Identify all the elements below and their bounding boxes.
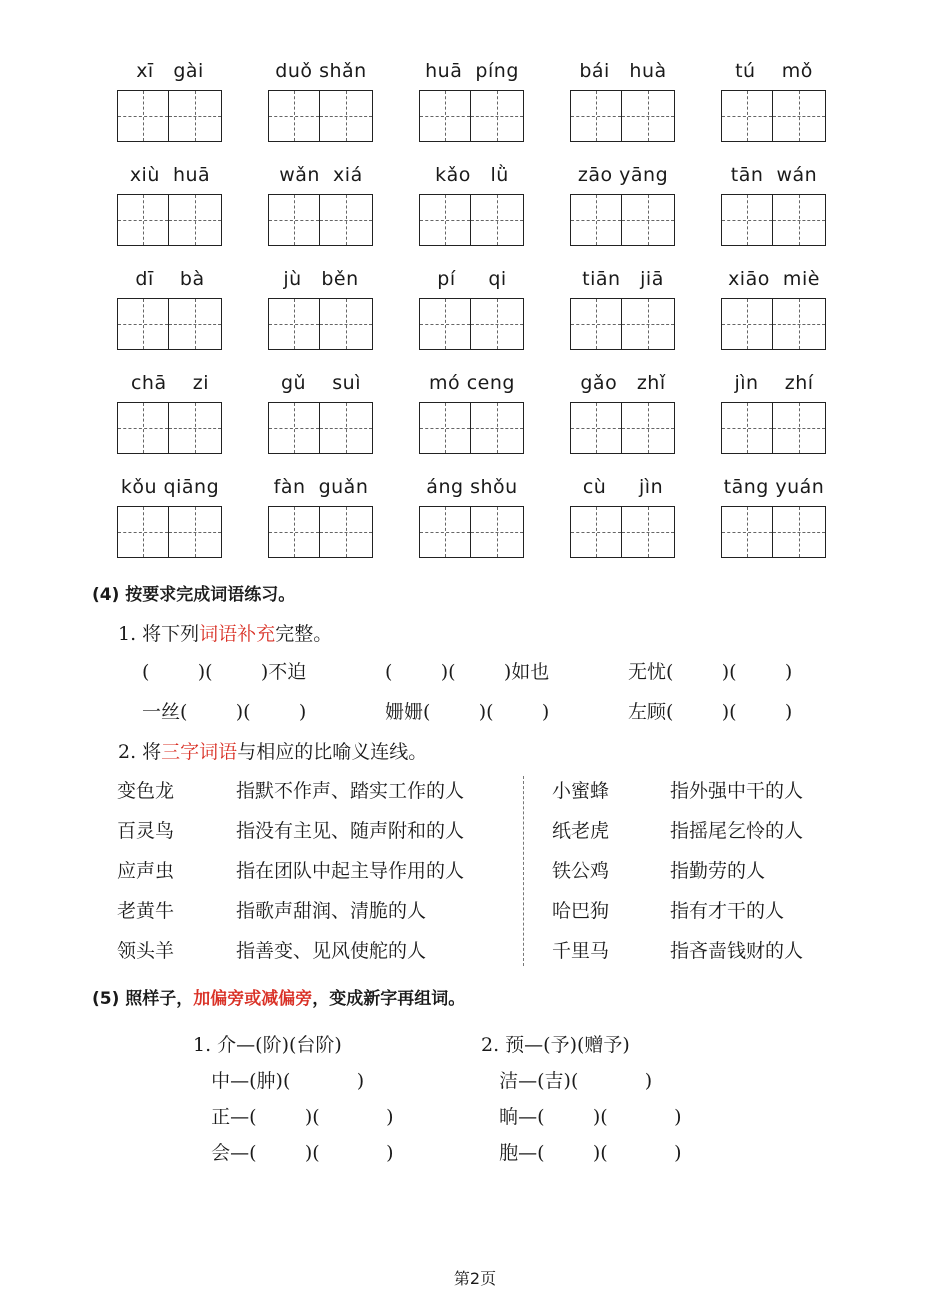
match-word[interactable]: 应声虫 (117, 860, 175, 882)
pinyin-item (721, 58, 827, 162)
match-meaning[interactable]: 指默不作声、踏实工作的人 (236, 780, 465, 802)
writing-boxes[interactable] (268, 194, 374, 246)
match-word[interactable]: 变色龙 (117, 780, 175, 802)
writing-boxes[interactable] (117, 90, 223, 142)
writing-boxes[interactable] (570, 506, 676, 558)
exercise-line[interactable]: 正—( )( ) (193, 1106, 394, 1128)
right-meanings-column (670, 771, 803, 971)
exercise-line[interactable]: 中—(肿)( ) (193, 1070, 365, 1092)
match-word[interactable]: 领头羊 (117, 940, 175, 962)
pinyin-item (721, 474, 827, 578)
pinyin-text: jù běn (283, 268, 359, 290)
pinyin-item (419, 474, 525, 578)
pinyin-text: tiān jiā (582, 268, 664, 290)
writing-boxes[interactable] (721, 298, 827, 350)
exercise-line[interactable]: 胞—( )( ) (481, 1142, 682, 1164)
pinyin-item (570, 266, 676, 370)
pinyin-text: cù jìn (582, 476, 664, 498)
pinyin-text: jìn zhí (734, 372, 814, 394)
pinyin-item (117, 266, 223, 370)
exercise-column-1 (193, 1027, 394, 1171)
match-word[interactable]: 百灵鸟 (117, 820, 175, 842)
writing-boxes[interactable] (419, 194, 525, 246)
pinyin-text: bái huà (579, 60, 667, 82)
pinyin-item (721, 162, 827, 266)
writing-boxes[interactable] (419, 298, 525, 350)
match-word[interactable]: 纸老虎 (552, 820, 610, 842)
pinyin-text: wǎn xiá (279, 164, 363, 186)
writing-boxes[interactable] (570, 90, 676, 142)
match-word[interactable]: 哈巴狗 (552, 900, 610, 922)
pinyin-text: fàn guǎn (273, 476, 369, 498)
left-meanings-column (236, 771, 464, 971)
pinyin-item (570, 474, 676, 578)
writing-boxes[interactable] (268, 506, 374, 558)
pinyin-item (117, 162, 223, 266)
section-4-sub1 (118, 619, 332, 646)
writing-boxes[interactable] (117, 402, 223, 454)
writing-boxes[interactable] (419, 506, 525, 558)
pinyin-text: tāng yuán (723, 476, 825, 498)
sub1-prefix: 1. 将下列 (118, 623, 200, 645)
match-meaning[interactable]: 指在团队中起主导作用的人 (236, 860, 465, 882)
match-word[interactable]: 千里马 (552, 940, 610, 962)
pinyin-text: chā zi (130, 372, 210, 394)
match-word[interactable]: 小蜜蜂 (552, 780, 610, 802)
section-4-title: (4) 按要求完成词语练习。 (92, 585, 296, 605)
pinyin-item (117, 370, 223, 474)
writing-boxes[interactable] (721, 506, 827, 558)
match-word[interactable]: 铁公鸡 (552, 860, 610, 882)
writing-boxes[interactable] (419, 402, 525, 454)
writing-boxes[interactable] (721, 90, 827, 142)
match-meaning[interactable]: 指摇尾乞怜的人 (670, 820, 804, 842)
exercise-line[interactable]: 晌—( )( ) (481, 1106, 682, 1128)
section-5-title (92, 984, 465, 1009)
exercise-line[interactable]: 洁—(吉)( ) (481, 1070, 653, 1092)
exercise-line: 1. 介—(阶)(台阶) (193, 1034, 342, 1056)
fill-item[interactable]: 左顾( )( ) (628, 701, 793, 723)
pinyin-writing-grid (117, 58, 829, 578)
pinyin-item (570, 58, 676, 162)
match-meaning[interactable]: 指吝啬钱财的人 (670, 940, 804, 962)
page-number: 第2页 (453, 1269, 497, 1288)
pinyin-text: duǒ shǎn (275, 60, 367, 82)
section-5-title-prefix: (5) 照样子， (92, 989, 194, 1009)
writing-boxes[interactable] (570, 402, 676, 454)
match-meaning[interactable]: 指歌声甜润、清脆的人 (236, 900, 427, 922)
pinyin-text: gǎo zhǐ (580, 372, 666, 394)
right-words-column (552, 771, 609, 971)
fill-item[interactable]: 姗姗( )( ) (385, 701, 550, 723)
sub2-prefix: 2. 将 (118, 741, 162, 763)
pinyin-text: dī bà (135, 268, 205, 290)
pinyin-text: tān wán (730, 164, 818, 186)
fill-item[interactable]: 一丝( )( ) (142, 701, 307, 723)
pinyin-item (268, 266, 374, 370)
pinyin-item (721, 266, 827, 370)
match-meaning[interactable]: 指勤劳的人 (670, 860, 766, 882)
pinyin-text: áng shǒu (426, 476, 518, 498)
writing-boxes[interactable] (570, 194, 676, 246)
writing-boxes[interactable] (117, 506, 223, 558)
pinyin-item (419, 370, 525, 474)
section-4-sub2 (118, 737, 427, 764)
pinyin-text: kǎo lǜ (435, 164, 509, 186)
fill-item[interactable]: ( )( )不迫 (142, 661, 307, 683)
writing-boxes[interactable] (117, 194, 223, 246)
writing-boxes[interactable] (721, 194, 827, 246)
fill-item[interactable]: 无忧( )( ) (628, 661, 793, 683)
writing-boxes[interactable] (721, 402, 827, 454)
match-meaning[interactable]: 指没有主见、随声附和的人 (236, 820, 465, 842)
writing-boxes[interactable] (268, 402, 374, 454)
match-meaning[interactable]: 指善变、见风使舵的人 (236, 940, 427, 962)
pinyin-text: mó ceng (429, 372, 515, 394)
pinyin-item (268, 58, 374, 162)
pinyin-item (721, 370, 827, 474)
pinyin-item (419, 58, 525, 162)
pinyin-item (268, 474, 374, 578)
writing-boxes[interactable] (570, 298, 676, 350)
exercise-line[interactable]: 会—( )( ) (193, 1142, 394, 1164)
pinyin-item (268, 370, 374, 474)
writing-boxes[interactable] (268, 90, 374, 142)
pinyin-item (117, 58, 223, 162)
sub1-highlight: 词语补充 (199, 623, 276, 645)
pinyin-item (268, 162, 374, 266)
pinyin-item (117, 474, 223, 578)
fill-item[interactable]: ( )( )如也 (385, 661, 550, 683)
exercise-line: 2. 预—(予)(赠予) (481, 1034, 630, 1056)
match-word[interactable]: 老黄牛 (117, 900, 175, 922)
left-words-column (117, 771, 174, 971)
pinyin-text: huā píng (425, 60, 519, 82)
match-meaning[interactable]: 指有才干的人 (670, 900, 785, 922)
column-divider (523, 776, 524, 966)
pinyin-text: kǒu qiāng (120, 476, 220, 498)
section-5-title-suffix: ，变成新字再组词。 (312, 989, 466, 1009)
writing-boxes[interactable] (117, 298, 223, 350)
pinyin-text: xī gài (136, 60, 204, 82)
pinyin-text: zāo yāng (577, 164, 669, 186)
exercise-column-2 (481, 1027, 682, 1171)
pinyin-text: xiù huā (129, 164, 211, 186)
pinyin-item (570, 370, 676, 474)
sub2-highlight: 三字词语 (161, 741, 238, 763)
pinyin-text: pí qi (437, 268, 507, 290)
pinyin-text: xiāo miè (728, 268, 820, 290)
match-meaning[interactable]: 指外强中干的人 (670, 780, 804, 802)
section-5-title-highlight: 加偏旁或减偏旁 (193, 989, 313, 1009)
pinyin-item (570, 162, 676, 266)
writing-boxes[interactable] (268, 298, 374, 350)
pinyin-text: gǔ suì (281, 372, 361, 394)
writing-boxes[interactable] (419, 90, 525, 142)
pinyin-text: tú mǒ (735, 60, 813, 82)
pinyin-item (419, 266, 525, 370)
pinyin-item (419, 162, 525, 266)
sub1-suffix: 完整。 (275, 623, 333, 645)
sub2-suffix: 与相应的比喻义连线。 (237, 741, 428, 763)
